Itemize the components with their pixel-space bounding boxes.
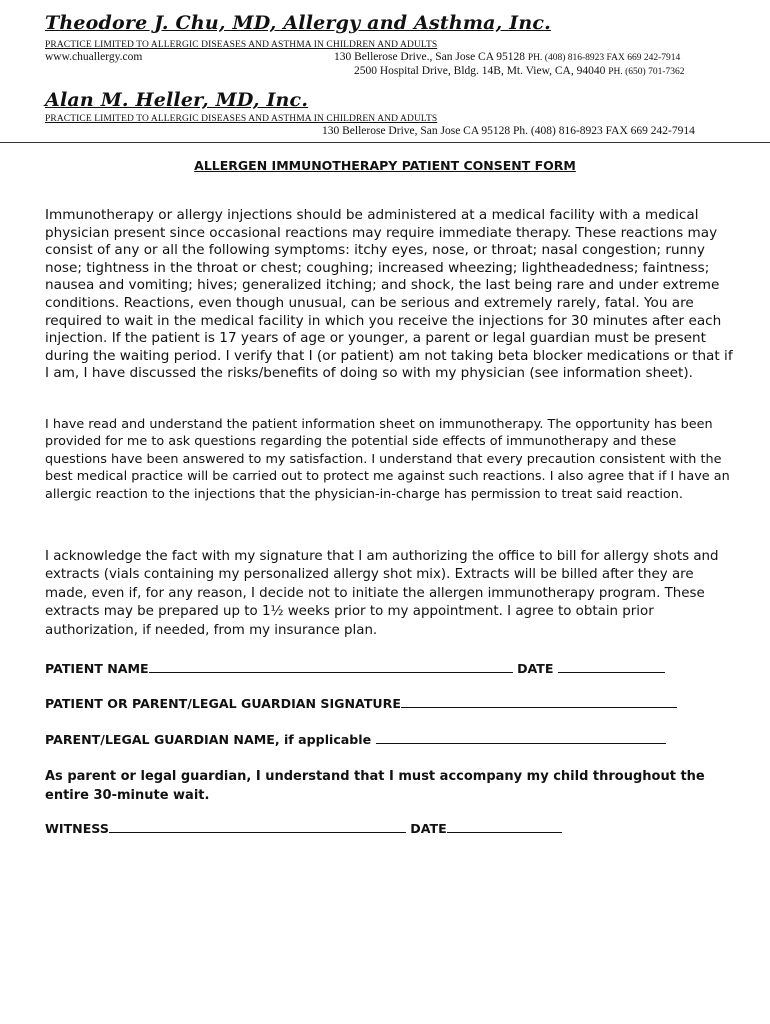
patient-name-line[interactable] <box>149 660 513 673</box>
guardian-name-row <box>45 731 666 747</box>
date-label: DATE <box>517 661 554 676</box>
practice1-address-line2 <box>354 65 685 77</box>
signature-line[interactable] <box>401 695 677 708</box>
practice1-note: PRACTICE LIMITED TO ALLERGIC DISEASES AND ASTHMA IN CHILDREN AND ADULTS <box>45 40 438 50</box>
witness-line[interactable] <box>109 820 406 833</box>
signature-label: PATIENT OR PARENT/LEGAL GUARDIAN SIGNATURE <box>45 696 401 711</box>
witness-date-label: DATE <box>410 821 447 836</box>
guardian-name-line[interactable] <box>376 731 666 744</box>
form-title: ALLERGEN IMMUNOTHERAPY PATIENT CONSENT FORM <box>194 158 576 173</box>
practice1-phone2: PH. (650) 701-7362 <box>608 67 685 77</box>
paragraph-acknowledgement: I have read and understand the patient information sheet on immunotherapy. The opportunity has been provided for me to ask questions regarding the potential side effects of immunotherapy and these questions have been answered to my satisfaction. I understand that every precaution consistent with the best medical practice will be carried out to protect me against such reactions. I also agree that if I have an allergic reaction to the injections that the physician-in-charge has permission to treat said reaction. <box>45 417 730 502</box>
patient-name-row <box>45 660 665 676</box>
practice2-note: PRACTICE LIMITED TO ALLERGIC DISEASES AND ASTHMA IN CHILDREN AND ADULTS <box>45 114 438 124</box>
practice1-address2: 2500 Hospital Drive, Bldg. 14B, Mt. View, CA, 94040 <box>354 65 606 77</box>
signature-row <box>45 695 677 711</box>
witness-row <box>45 820 562 836</box>
practice1-name: Theodore J. Chu, MD, Allergy and Asthma, Inc. <box>45 12 551 34</box>
date-line[interactable] <box>558 660 665 673</box>
witness-label: WITNESS <box>45 821 109 836</box>
witness-date-line[interactable] <box>447 820 562 833</box>
practice1-address-line1 <box>334 51 680 63</box>
practice1-address1: 130 Bellerose Drive., San Jose CA 95128 <box>334 51 526 63</box>
practice2-name: Alan M. Heller, MD, Inc. <box>45 89 309 111</box>
header-divider <box>0 142 770 143</box>
paragraph-billing: I acknowledge the fact with my signature that I am authorizing the office to bill for allergy shots and extracts (vials containing my personalized allergy shot mix). Extracts will be billed after they are made, even if, for any reason, I decide not to initiate the allergen immunotherapy program. These extracts may be prepared up to 1½ weeks prior to my appointment. I agree to obtain prior authorization, if needed, from my insurance plan. <box>45 549 719 638</box>
practice1-phone1: PH. (408) 816-8923 FAX 669 242-7914 <box>527 53 681 63</box>
paragraph-risks: Immunotherapy or allergy injections should be administered at a medical facility with a medical physician present since occasional reactions may require immediate therapy. These reactions may consist of any or all the following symptoms: itchy eyes, nose, or throat; nasal congestion; runny nose; tightness in the throat or chest; coughing; increased wheezing; lightheadedness; faintness; nausea and vomiting; hives; generalized itching; and shock, the last being rare and under extreme conditions. Reactions, even though unusual, can be serious and extremely rarely, fatal. You are required to wait in the medical facility in which you receive the injections for 30 minutes after each injection. If the patient is 17 years of age or younger, a parent or legal guardian must be present during the waiting period. I verify that I (or patient) am not taking beta blocker medications or that if I am, I have discussed the risks/benefits of doing so with my physician (see information sheet). <box>45 207 733 382</box>
guardian-note: As parent or legal guardian, I understand that I must accompany my child throughout the entire 30-minute wait. <box>45 769 705 803</box>
guardian-name-label: PARENT/LEGAL GUARDIAN NAME, if applicable <box>45 732 372 747</box>
patient-name-label: PATIENT NAME <box>45 661 149 676</box>
practice1-website[interactable]: www.chuallergy.com <box>45 51 143 63</box>
practice2-address: 130 Bellerose Drive, San Jose CA 95128 Ph. (408) 816-8923 FAX 669 242-7914 <box>322 125 695 137</box>
